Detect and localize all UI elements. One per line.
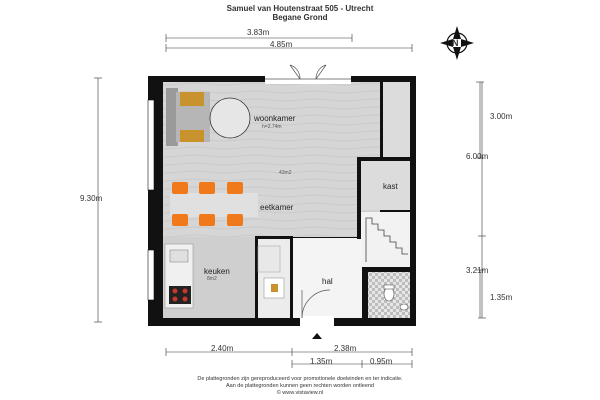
- disclaimer-line1: De plattegronden zijn gereproduceerd voor promotionele doeleinden en ter indicatie.: [197, 376, 403, 382]
- sofa: [166, 88, 210, 146]
- coffee-table: [210, 98, 250, 138]
- room-label-woonkamer: woonkamer: [254, 114, 296, 123]
- disclaimer-line3: © www.vistaview.nl: [276, 390, 324, 396]
- dim-right-lower: 3.21m: [466, 266, 489, 275]
- room-label-keuken: keuken: [204, 267, 230, 276]
- compass-label: N: [452, 38, 459, 48]
- room-area-living: 43m2: [279, 170, 292, 176]
- disclaimer-line2: Aan de plattegronden kunnen geen rechten worden ontleend: [225, 383, 374, 389]
- room-label-eetkamer: eetkamer: [260, 203, 294, 212]
- dining-table: [170, 193, 258, 217]
- stairs: [360, 212, 410, 267]
- address-title: Samuel van Houtenstraat 505 - Utrecht: [226, 4, 374, 13]
- sink-icon: [170, 250, 188, 262]
- room-height-woonkamer: h=2.74m: [262, 124, 282, 130]
- room-area-keuken: 8m2: [207, 276, 217, 282]
- dim-bottom-left: 2.40m: [211, 344, 234, 353]
- dim-bottom-right: 2.38m: [334, 344, 357, 353]
- floor-title: Begane Grond: [272, 13, 328, 22]
- dim-right-upper: 3.00m: [490, 112, 513, 121]
- dim-right-bottom: 1.35m: [490, 293, 513, 302]
- dim-top-inner: 3.83m: [247, 28, 270, 37]
- dim-bottom-sub2: 0.95m: [370, 357, 393, 366]
- room-label-kast: kast: [383, 182, 398, 191]
- front-door-opening: [300, 316, 334, 326]
- storage-strip: [382, 82, 410, 157]
- entrance-arrow-icon: [312, 333, 322, 339]
- stove-icon: [169, 286, 191, 304]
- dim-right-mid: 6.00m: [466, 152, 489, 161]
- fridge: [258, 246, 280, 272]
- window-left-kitchen: [148, 250, 154, 300]
- dim-top-outer: 4.85m: [270, 40, 293, 49]
- dim-bottom-sub1: 1.35m: [310, 357, 333, 366]
- window-left: [148, 100, 154, 190]
- washbasin-icon: [400, 304, 408, 310]
- dim-left-total: 9.30m: [80, 194, 103, 203]
- room-label-hal: hal: [322, 277, 333, 286]
